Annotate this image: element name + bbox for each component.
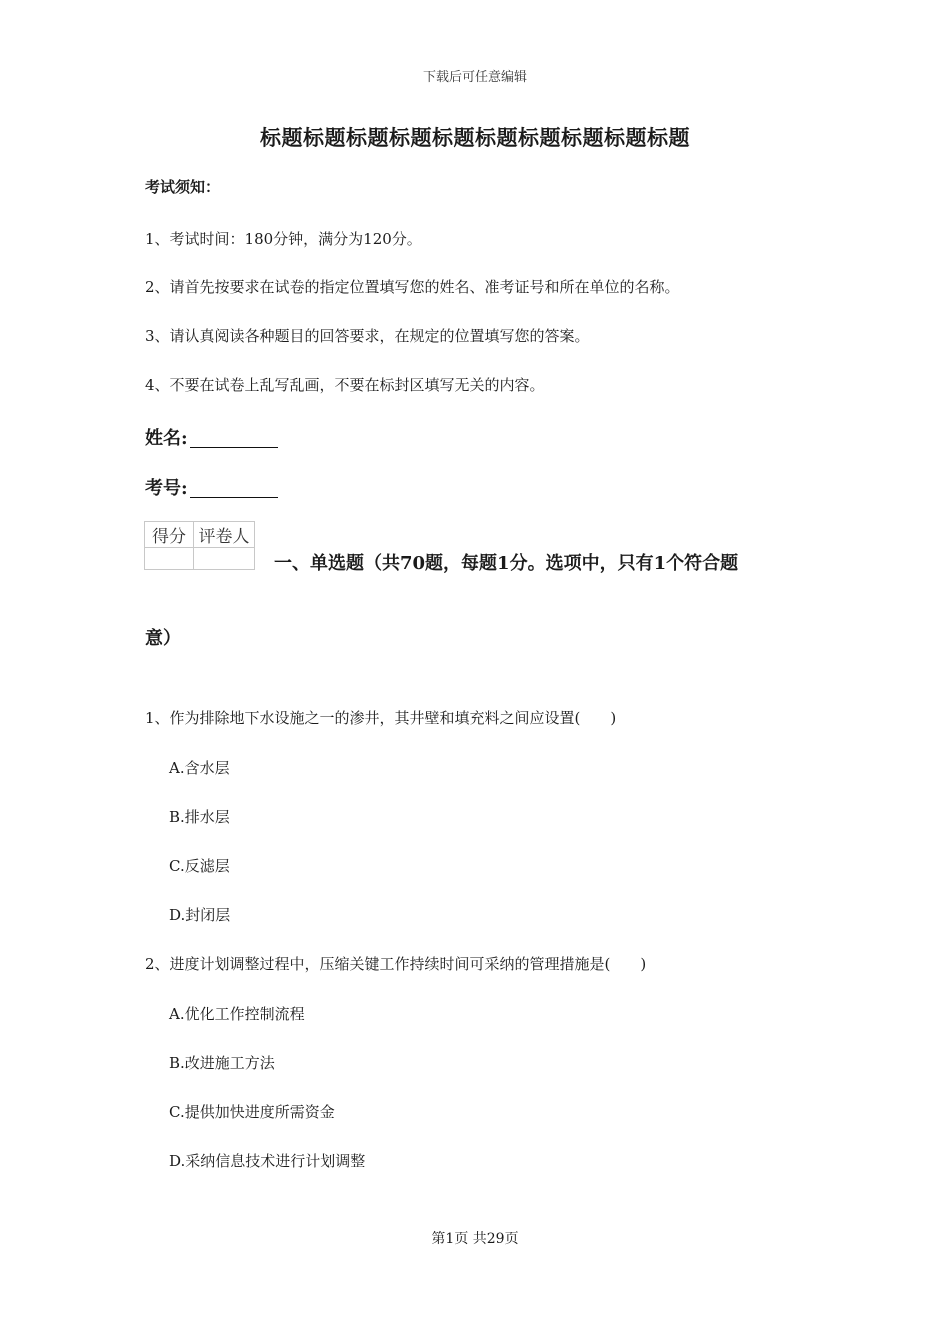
option-c: C.提供加快进度所需资金 xyxy=(169,1103,335,1121)
option-d: D.采纳信息技术进行计划调整 xyxy=(169,1152,366,1170)
option-c: C.反滤层 xyxy=(169,857,230,875)
question-stem: 1、作为排除地下水设施之一的渗井，其井壁和填充料之间应设置( ) xyxy=(145,709,617,727)
option-d: D.封闭层 xyxy=(169,906,231,924)
name-field xyxy=(145,424,278,450)
document-title: 标题标题标题标题标题标题标题标题标题标题 xyxy=(260,125,690,150)
grader-cell xyxy=(194,548,255,570)
score-table xyxy=(144,521,255,570)
section-title-continued: 意） xyxy=(145,628,181,649)
notice-item: 1、考试时间：180分钟，满分为120分。 xyxy=(145,230,422,248)
notice-item: 3、请认真阅读各种题目的回答要求，在规定的位置填写您的答案。 xyxy=(145,327,590,345)
grader-header: 评卷人 xyxy=(194,522,255,548)
notice-item: 2、请首先按要求在试卷的指定位置填写您的姓名、准考证号和所在单位的名称。 xyxy=(145,278,680,296)
section-title: 一、单选题（共70题，每题1分。选项中，只有1个符合题 xyxy=(274,553,739,574)
id-label: 考号: xyxy=(145,478,188,499)
option-a: A.含水层 xyxy=(169,759,230,777)
score-cell xyxy=(145,548,194,570)
page-footer: 第1页 共29页 xyxy=(431,1231,519,1247)
option-b: B.改进施工方法 xyxy=(169,1054,275,1072)
name-label: 姓名: xyxy=(145,428,188,449)
score-header: 得分 xyxy=(145,522,194,548)
id-field xyxy=(145,474,278,500)
notice-heading: 考试须知： xyxy=(145,178,221,196)
id-blank[interactable] xyxy=(190,479,278,498)
notice-item: 4、不要在试卷上乱写乱画，不要在标封区填写无关的内容。 xyxy=(145,376,545,394)
option-b: B.排水层 xyxy=(169,808,230,826)
option-a: A.优化工作控制流程 xyxy=(169,1005,305,1023)
name-blank[interactable] xyxy=(190,429,278,448)
header-note: 下载后可任意编辑 xyxy=(422,70,527,85)
question-stem: 2、进度计划调整过程中，压缩关键工作持续时间可采纳的管理措施是( ) xyxy=(145,955,647,973)
